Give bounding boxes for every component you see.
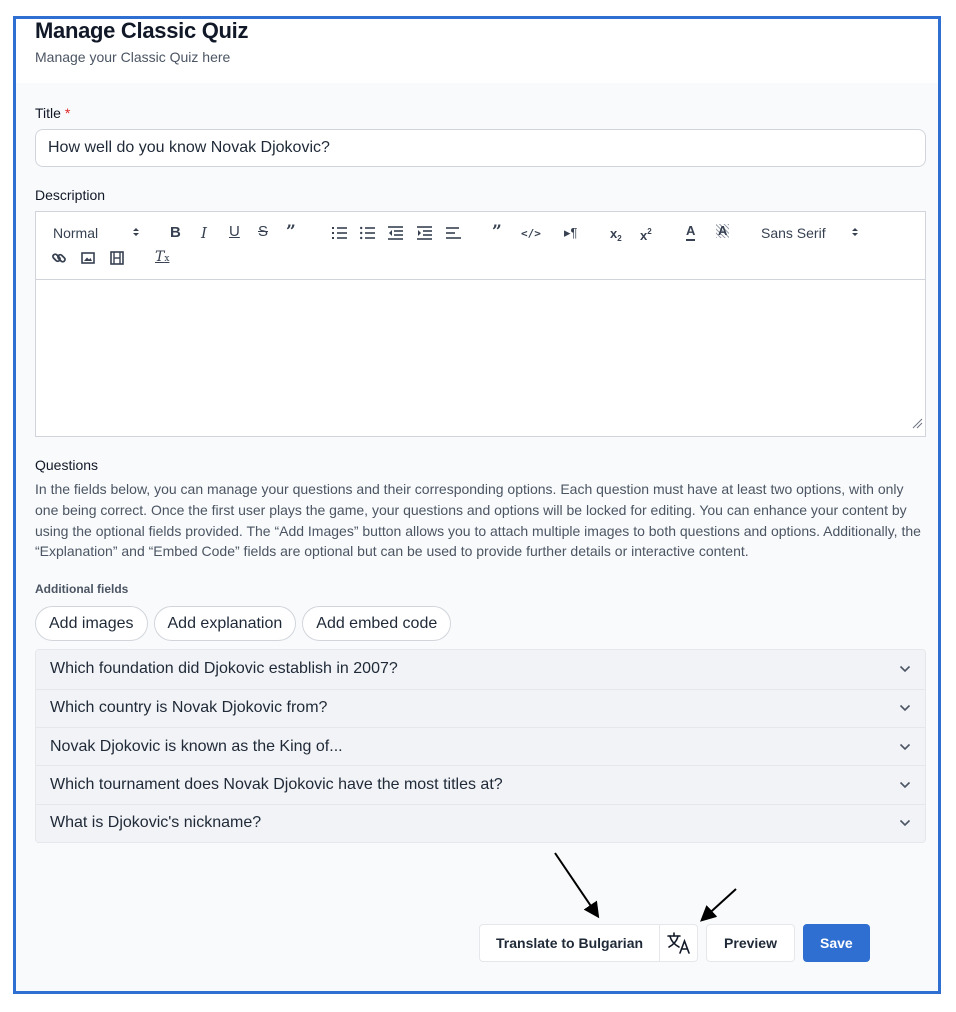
blockquote-icon[interactable]: ” — [286, 222, 296, 242]
question-item[interactable] — [36, 765, 925, 803]
format-select[interactable] — [53, 226, 98, 240]
image-icon[interactable] — [81, 252, 95, 264]
chevron-down-icon — [899, 660, 911, 678]
page-subtitle: Manage your Classic Quiz here — [35, 49, 231, 65]
editor-toolbar — [35, 211, 926, 280]
highlight-color-icon[interactable]: A — [718, 223, 728, 238]
bold-icon[interactable]: B — [170, 224, 181, 241]
quiz-form — [16, 105, 938, 843]
additional-fields-label: Additional fields — [35, 582, 129, 597]
superscript-icon[interactable]: $x^2$ — [640, 227, 652, 243]
question-text: Novak Djokovic is known as the King of... — [50, 737, 343, 755]
question-item[interactable] — [36, 650, 925, 688]
resize-handle-icon[interactable] — [912, 416, 923, 434]
font-select-arrows-icon[interactable] — [851, 226, 859, 238]
video-icon[interactable] — [110, 251, 124, 265]
subscript-icon[interactable]: $x_2$ — [610, 226, 622, 243]
title-label-text: Title — [35, 105, 61, 121]
translate-button-group — [479, 924, 698, 962]
format-select-value: Normal — [53, 225, 99, 241]
italic-icon[interactable]: I — [201, 224, 207, 242]
chevron-down-icon — [899, 699, 911, 717]
title-label — [35, 105, 926, 121]
font-select-value: Sans Serif — [761, 225, 826, 241]
quote-icon[interactable]: ” — [492, 222, 502, 242]
questions-help-text: In the fields below, you can manage your questions and their corresponding options. Each question must have at least two options, with only one being correct. Once the first user plays the game, your questions and options will be locked for editing. You can enhance your content by using the optional fields provided. The “Add Images” button allows you to attach multiple images to both questions and options. Additionally, the “Explanation” and “Embed Code” fields are optional but can be used to provide further details or interactive content. — [35, 481, 921, 560]
add-embed-code-chip[interactable]: Add embed code — [302, 606, 451, 641]
clear-format-icon[interactable]: Tx — [155, 249, 170, 265]
question-text: Which country is Novak Djokovic from? — [50, 699, 328, 717]
chevron-down-icon — [899, 776, 911, 794]
save-button[interactable]: Save — [803, 924, 870, 962]
description-label: Description — [35, 187, 106, 203]
strikethrough-icon[interactable]: S — [258, 223, 269, 240]
questions-accordion — [35, 649, 926, 843]
align-icon[interactable] — [446, 226, 461, 240]
required-mark: * — [64, 105, 71, 121]
questions-label: Questions — [35, 457, 99, 473]
bullet-list-icon[interactable] — [360, 226, 375, 240]
page-title: Manage Classic Quiz — [35, 18, 249, 43]
quiz-editor-panel — [13, 16, 941, 994]
title-input-value: How well do you know Novak Djokovic? — [48, 139, 330, 156]
add-images-chip[interactable]: Add images — [35, 606, 148, 641]
title-input[interactable] — [35, 129, 926, 167]
translate-button[interactable]: Translate to Bulgarian — [496, 935, 644, 951]
page-header — [16, 19, 938, 83]
chevron-down-icon — [899, 814, 911, 832]
question-item[interactable] — [36, 689, 925, 727]
outdent-icon[interactable] — [388, 226, 403, 240]
format-select-arrows-icon[interactable] — [132, 226, 140, 238]
question-text: What is Djokovic's nickname? — [50, 814, 262, 832]
question-text: Which tournament does Novak Djokovic have the most titles at? — [50, 776, 503, 794]
chevron-down-icon — [899, 738, 911, 756]
add-explanation-chip[interactable]: Add explanation — [154, 606, 297, 641]
translate-icon[interactable] — [659, 925, 697, 961]
question-text: Which foundation did Djokovic establish in 2007? — [50, 660, 398, 678]
description-textarea[interactable] — [35, 280, 926, 437]
underline-icon[interactable]: U — [229, 223, 240, 240]
text-direction-icon[interactable]: ▸¶ — [564, 225, 578, 240]
link-icon[interactable] — [51, 250, 67, 266]
font-color-icon[interactable]: A — [686, 224, 695, 241]
additional-fields-chips — [35, 606, 926, 641]
ordered-list-icon[interactable] — [332, 226, 347, 240]
preview-button[interactable]: Preview — [706, 924, 795, 962]
description-editor — [35, 211, 926, 437]
question-item[interactable] — [36, 727, 925, 765]
form-actions — [479, 924, 870, 962]
code-block-icon[interactable]: </> — [521, 227, 541, 240]
question-item[interactable] — [36, 804, 925, 842]
font-select[interactable] — [761, 226, 826, 240]
indent-icon[interactable] — [417, 226, 432, 240]
